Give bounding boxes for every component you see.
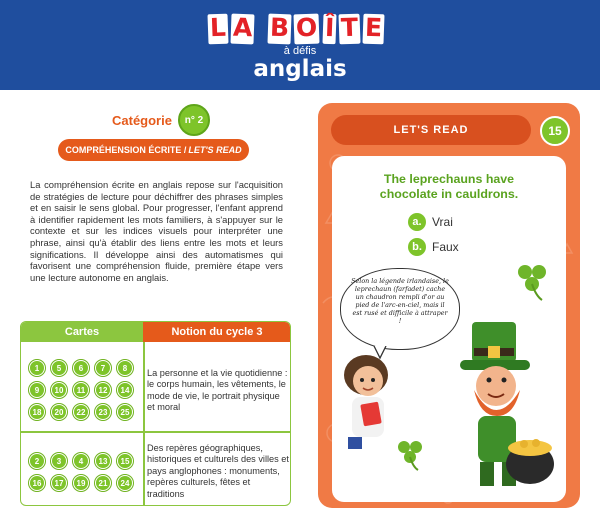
game-card: [318, 103, 580, 508]
logo-letter: E: [362, 14, 384, 45]
category-badge: n° 2: [178, 104, 210, 136]
table-row-1-notion: La personne et la vie quotidienne : le corps humain, les vêtements, le mode de vie, le portrait physique et moral: [147, 368, 288, 413]
card-header-pill: LET'S READ: [331, 115, 531, 145]
card-number-badge: 11: [73, 382, 89, 398]
card-number-badge: 20: [51, 404, 67, 420]
card-number-badge: 14: [117, 382, 133, 398]
table-divider: [143, 342, 145, 506]
table-row-2-cards: [29, 453, 133, 491]
table-header-notion: Notion du cycle 3: [143, 322, 291, 342]
card-number-badge: 24: [117, 475, 133, 491]
question-line-2: chocolate in cauldrons.: [379, 187, 519, 201]
logo-letter: O: [294, 14, 320, 45]
logo-letter: L: [207, 14, 228, 45]
card-number-badge: 1: [29, 360, 45, 376]
card-number-badge: 25: [117, 404, 133, 420]
card-number-badge: 6: [73, 360, 89, 376]
description-paragraph: La compréhension écrite en anglais repose sur l'acquisition de stratégies de lecture pour déchiffrer des phrases simples et en saisir le sens global. Pour progresser, l'enfant apprend à identifier rapidement les mots familiers, à s'appuyer sur le contexte et sur les indices visuels pour interpréter une phrase, ainsi qu'à établir des liens entre les mots et leurs significations. Il développe ainsi des automatismes qui favorisent une compréhension fluide, première étape vers une lecture autonome en anglais.: [30, 179, 283, 283]
card-number-badge: 23: [95, 404, 111, 420]
card-number-badge: 5: [51, 360, 67, 376]
speech-bubble: Selon la légende irlandaise, le leprechaun (farfadet) cache un chaudron rempli d'or au pied de l'arc-en-ciel, mais il est rusé et difficile à attraper !: [340, 268, 460, 350]
leprechaun-illustration: [460, 322, 554, 486]
card-number-badge: 15: [117, 453, 133, 469]
card-number-badge: 19: [73, 475, 89, 491]
card-number-badge: 17: [51, 475, 67, 491]
logo-letter: T: [338, 14, 360, 45]
table-row-2-notion: Des repères géographiques, historiques et culturels des villes et pays anglophones : monuments, repères culturels, fêtes et traditions: [147, 443, 289, 499]
table-divider: [21, 431, 291, 433]
card-number-badge: 9: [29, 382, 45, 398]
card-number-badge: 4: [73, 453, 89, 469]
cards-table: [20, 321, 291, 506]
logo: [208, 14, 384, 44]
card-number-badge: 16: [29, 475, 45, 491]
card-number-badge: 10: [51, 382, 67, 398]
comprehension-pill: [58, 139, 249, 161]
card-number-badge: 2: [29, 453, 45, 469]
subtitle-small: à défis: [283, 45, 317, 57]
card-content-panel: [332, 156, 566, 502]
card-number-badge: 18: [29, 404, 45, 420]
answer-text: Faux: [432, 240, 459, 254]
girl-reading-illustration: [344, 355, 388, 449]
shamrock-icon: [518, 265, 546, 300]
speech-bubble-tail: [372, 346, 392, 360]
card-number-badge: 12: [95, 382, 111, 398]
card-number-badge: 22: [73, 404, 89, 420]
card-number-badge: 13: [95, 453, 111, 469]
card-number-badge: 21: [95, 475, 111, 491]
card-number-badge: 8: [117, 360, 133, 376]
question-line-1: The leprechauns have: [383, 172, 515, 186]
logo-letter: Î: [322, 14, 336, 44]
logo-letter: A: [230, 14, 254, 45]
card-number: 15: [540, 116, 570, 146]
card-number-badge: 7: [95, 360, 111, 376]
header-banner: [0, 0, 600, 90]
shamrock-icon: [398, 441, 422, 470]
answer-text: Vrai: [432, 215, 453, 229]
category-label: Catégorie: [112, 112, 172, 128]
card-number-badge: 3: [51, 453, 67, 469]
table-row-1-cards: [29, 360, 133, 420]
logo-letter: B: [268, 14, 292, 45]
comprehension-label: COMPRÉHENSION ÉCRITE /: [65, 145, 187, 155]
answer-letter: b.: [408, 238, 426, 256]
comprehension-label-italic: LET'S READ: [188, 145, 242, 155]
table-header-cards: Cartes: [21, 322, 143, 342]
answer-letter: a.: [408, 213, 426, 231]
subtitle-big: anglais: [253, 56, 347, 82]
category-row: [112, 104, 210, 136]
